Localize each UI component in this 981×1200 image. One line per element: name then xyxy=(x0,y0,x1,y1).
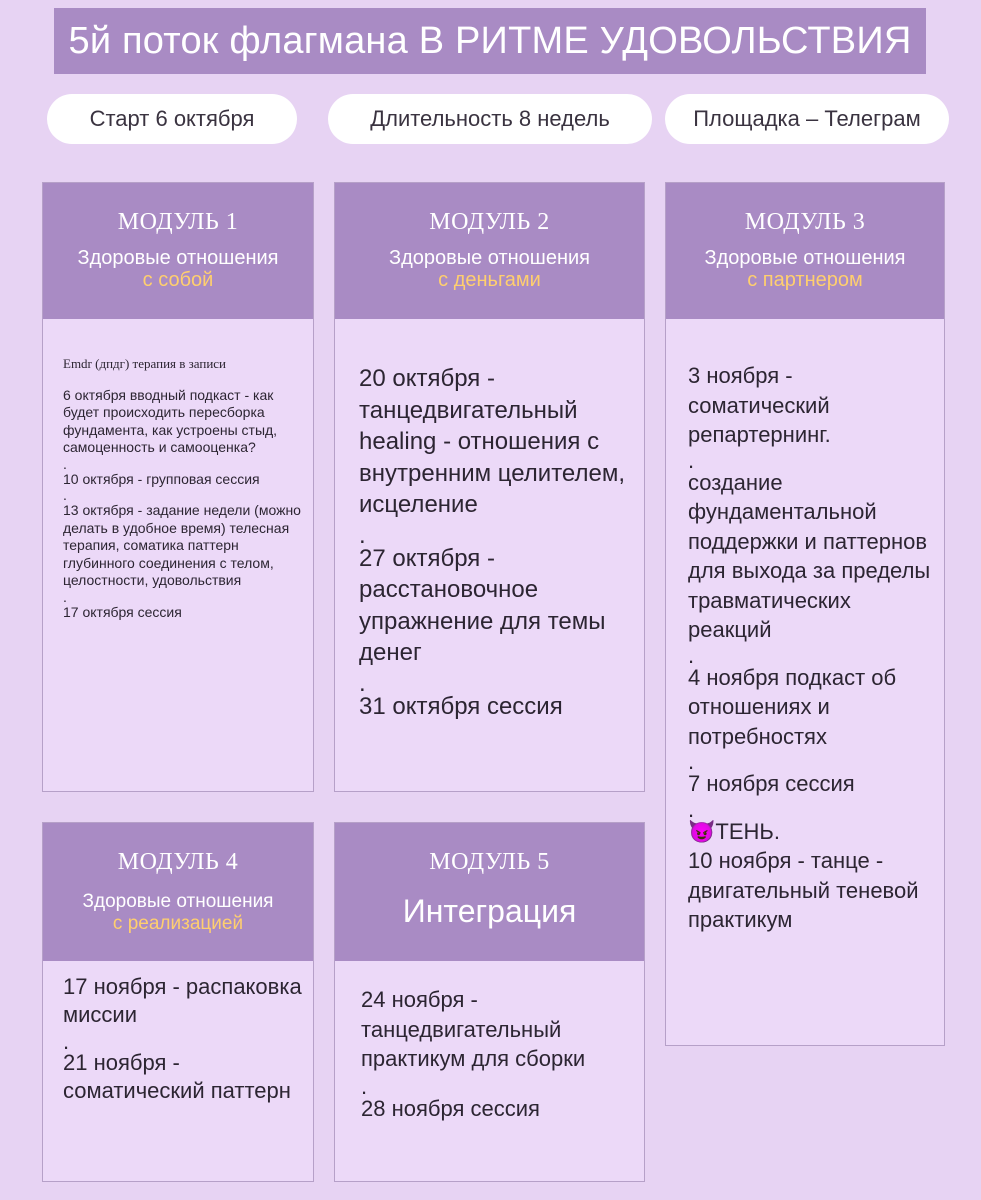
module-2-header xyxy=(335,183,644,319)
module-3-header xyxy=(666,183,944,319)
module-1-label: МОДУЛЬ 1 xyxy=(117,209,239,235)
separator-dot: . xyxy=(63,455,67,472)
module-2-subtitle: Здоровые отношения xyxy=(388,247,591,269)
module-1-body xyxy=(43,319,313,621)
platform-pill: Площадка – Телеграм xyxy=(665,94,949,144)
module-1-highlight: с собой xyxy=(142,269,214,291)
module-1-item: 17 октября сессия xyxy=(63,603,182,620)
separator-dot: . xyxy=(688,447,695,473)
module-5-header xyxy=(335,823,644,961)
module-2-highlight: с деньгами xyxy=(438,269,541,291)
module-1-subtitle: Здоровые отношения xyxy=(77,247,279,269)
module-3-highlight: с партнером xyxy=(747,269,863,291)
separator-dot: . xyxy=(63,487,67,503)
separator-dot: . xyxy=(361,1073,368,1099)
module-3-subtitle: Здоровые отношения xyxy=(704,247,906,269)
module-2-item: 31 октября сессия xyxy=(359,692,563,720)
module-1-item: 10 октября - групповая сессия xyxy=(63,470,260,487)
module-2-label: МОДУЛЬ 2 xyxy=(429,209,550,235)
separator-dot: . xyxy=(63,588,67,605)
start-date-pill: Старт 6 октября xyxy=(47,94,297,144)
module-5-subtitle: Интеграция xyxy=(402,893,577,929)
module-3-label: МОДУЛЬ 3 xyxy=(744,209,866,235)
module-1-item: 6 октября вводный подкаст - как будет происходить пересборка фундамента, как устроены стыд, самоценность и самооценка? xyxy=(63,386,278,455)
separator-dot: . xyxy=(688,749,695,774)
module-3-item: 7 ноября сессия xyxy=(688,771,855,796)
module-4-highlight: с реализацией xyxy=(112,913,244,934)
module-1-item: 13 октября - задание недели (можно делать в удобное время) телесная терапия, соматика паттерн глубинного соединения с телом, целостности, удовольствия xyxy=(63,502,301,588)
separator-dot: . xyxy=(688,796,695,822)
separator-dot: . xyxy=(63,1029,70,1054)
separator-dot: . xyxy=(688,642,695,668)
module-3-body xyxy=(666,319,944,935)
module-5-item: 28 ноября сессия xyxy=(361,1095,540,1121)
module-4-item: 21 ноября - соматический паттерн xyxy=(63,1050,291,1103)
module-2-card xyxy=(334,182,645,792)
separator-dot: . xyxy=(359,669,366,697)
module-3-item: 4 ноября подкаст об отношениях и потребностях xyxy=(688,664,897,749)
module-3-item: 3 ноября - соматический репартернинг. xyxy=(688,363,831,447)
module-5-label: МОДУЛЬ 5 xyxy=(429,849,550,875)
module-4-item: 17 ноября - распаковка миссии xyxy=(63,974,302,1027)
page-title: 5й поток флагмана В РИТМЕ УДОВОЛЬСТВИЯ xyxy=(54,8,926,74)
module-5-card xyxy=(334,822,645,1182)
module-3-item: создание фундаментальной поддержки и паттернов для выхода за пределы травматических реакций xyxy=(688,469,931,642)
shadow-practice: 10 ноября - танце - двигательный теневой практикум xyxy=(688,848,919,932)
module-4-label: МОДУЛЬ 4 xyxy=(117,849,239,875)
module-4-card xyxy=(42,822,314,1182)
module-1-note: Emdr (дпдг) терапия в записи xyxy=(63,356,227,371)
module-4-subtitle: Здоровые отношения xyxy=(82,891,274,912)
duration-pill: Длительность 8 недель xyxy=(328,94,652,144)
module-3-card xyxy=(665,182,945,1046)
module-2-item: 27 октября - расстановочное упражнение для темы денег xyxy=(359,544,606,666)
separator-dot: . xyxy=(359,521,366,549)
module-2-item: 20 октября - танцедвигательный healing - отношения с внутренним целителем, исцеление xyxy=(359,365,626,518)
module-5-item: 24 ноября - танцедвигательный практикум для сборки xyxy=(361,987,586,1071)
module-1-card xyxy=(42,182,314,792)
module-1-header xyxy=(43,183,313,319)
module-2-body xyxy=(335,319,644,722)
shadow-title: 😈ТЕНЬ. xyxy=(688,818,780,844)
module-4-body xyxy=(43,961,313,1105)
module-4-header xyxy=(43,823,313,961)
module-5-body xyxy=(335,961,644,1123)
